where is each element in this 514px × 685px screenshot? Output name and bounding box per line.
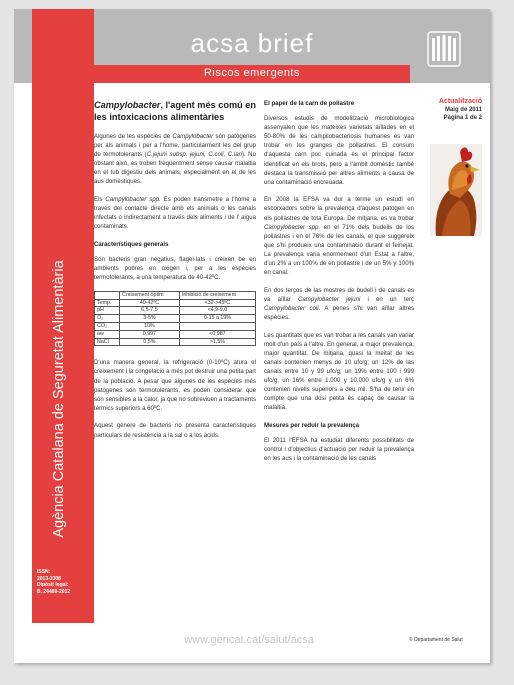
issn-label: ISSN:: [37, 569, 51, 575]
footer-department: © Departament de Salut: [409, 637, 463, 643]
rooster-photo: [430, 144, 482, 236]
table-header: Inhibició de creixement: [179, 291, 255, 299]
article-heading: Campylobacter, l'agent més comú en les intoxicacions alimentàries: [94, 100, 257, 122]
table-row: [95, 315, 256, 323]
table-cell: [179, 323, 255, 331]
generalitat-logo: [427, 31, 461, 67]
paragraph: Les quantitats que es van trobar a les canals van variar molt d'un país a l'altre. En general, a major prevalença, major quantitat. De mitjana, quasi la meitat de les canals contenien menys de 10 ufc/g; un 12% de las canals entre 10 y 99 ufc/g; un 19% entre 100 i 999 ufc/g; un 16% entre 1.000 y 10.000 ufc/g y un 6% contenien nivells superiors a deu mil. S'ha de tenir en compte que una dosi petita és capaç de causar la malaltia.: [264, 331, 414, 412]
section-heading-chicken-meat: El paper de la carn de pollastre: [264, 100, 355, 107]
legal-deposit-label: Dipòsit legal:: [37, 582, 69, 588]
table-header: [95, 291, 120, 299]
update-title: Actualització: [438, 98, 482, 105]
paragraph: D'una manera general, la refrigeració (0-10ºC) atura el creixement i la congelació a més pot destruir una petita part de la població. A pesar que algunes de les espècies més patògenes són termotolerants, es poden considerar que són sensibles a la calor, ja que no sobreviuen a tractaments tèrmics superiors a 60ºC.: [94, 359, 256, 412]
table-cell: <4,9-9,0: [179, 307, 255, 315]
issn-number: 2013-3308: [37, 575, 61, 582]
paragraph: Aquest gènere de bacteris no presenta característiques particulars de resistència a la sal o a los àcids.: [94, 422, 256, 439]
table-row: [95, 299, 256, 307]
document-page: [14, 9, 490, 663]
table-row: [95, 307, 256, 315]
section-heading-general: Característiques generals: [94, 240, 169, 248]
paragraph: En dos terços de las mostres de budell i de canals es va aïllar Campylobacter jejuni i en un terç Campylobacter coli. A penes s'hi van aïllar altres espècies.: [264, 286, 415, 321]
table-cell: 0,5%: [120, 338, 180, 346]
column-middle: [264, 99, 414, 472]
table-cell: 10%: [120, 323, 180, 331]
table-cell: <32->45ºC: [179, 299, 255, 307]
section-heading-measures: Mesures per reduir la prevalença: [264, 421, 360, 429]
table-cell: 0,997: [120, 330, 180, 338]
table-header-row: [95, 291, 256, 299]
table-cell: 40-42ºC: [120, 299, 180, 307]
paragraph: Els Campylobacter spp. Es poden transmetre a l'home a través del contacte directe amb els animals o les canals infectats o indirectament a través dels aliments i de l' aigua contaminats.: [94, 196, 256, 231]
table-cell: pH: [95, 307, 120, 315]
page-indicator: Pàgina 1 de 2: [443, 115, 482, 121]
update-date: Maig de 2011: [444, 107, 482, 113]
paragraph: Algunes de les espècies de Campylobacter són patògenes per als animals i per a l'home, particularment les del grup de termotolerants (C.jejuni subsp. jejuni, C.coli, C.lari). No obstant això, es troben freqüentment sense causar malaltia en el tub digestiu dels animals, especialment en el de les aus domèstiques.: [94, 133, 256, 186]
table-cell: CO₂: [95, 323, 120, 331]
header-red-corner: [32, 65, 94, 83]
column-left: [94, 91, 256, 448]
table-cell: 6,5-7,5: [120, 307, 180, 315]
table-cell: O₂: [95, 315, 120, 323]
footer-url-link[interactable]: www.gencat.cat/salut/acsa: [184, 634, 314, 646]
table-row: [95, 323, 256, 331]
table-cell: <0,987: [179, 330, 255, 338]
legal-deposit-number: B. 24489-2012: [37, 588, 71, 595]
growth-conditions-table: [94, 291, 256, 347]
table-cell: >1,5%: [179, 338, 255, 346]
issn-block: [37, 569, 70, 595]
table-cell: Temp.: [95, 299, 120, 307]
table-header: Creixement òptim: [120, 291, 180, 299]
paragraph: Diversos estudis de modelització microbiològica assenyalen que les mateixes varietats aïllades en el 50-80% de les campilobacteriosis humanes es van trobar en les granges de pollastres. El consum d'aquesta carn poc cuinada és el principal factor identificat en els brots, però a l'àmbit domèstic també destaca la transmissió per altres aliments a causa de una contaminació encreuada.: [264, 115, 414, 186]
table-cell: 3-5%: [120, 315, 180, 323]
publication-subtitle: Riscos emergents: [203, 67, 301, 79]
table-cell: aw: [95, 330, 120, 338]
paragraph: En 2008 la EFSA va dur a terme un estudi en escorxadors sobre la prevalença d'aquest patogen en els pollastres de tota Europa. De mitjana, es va trobar Campylobacter spp. en el 71% dels budells de los pollastres i en el 76% de les canals, el que suggereix que s'hi produeix una contaminació durant el feinejat. La prevalença varia enormement d'un Estat a l'altre, d'un 2% a un 100% de en pollastre i de un 5% y 100% en canal.: [264, 196, 414, 277]
table-cell: 0-15 a 19%: [179, 315, 255, 323]
table-cell: NaCl: [95, 338, 120, 346]
table-row: [95, 330, 256, 338]
publication-title: acsa brief: [190, 28, 314, 58]
paragraph: Són bacteris gran negatius, flagel·lats i creixen be en ambients pobres en oxigen i, per a les espècies termotolerants, a una temperatura de 40-42ºC.: [94, 256, 256, 282]
paragraph: El 2011 l'EFSA ha estudiat diferents possibilitats de control i d'objectius d'actuació per reduir la prevalença en les aus i la contaminació de les canals: [264, 437, 414, 463]
table-row: [95, 338, 256, 346]
agency-vertical-name: Agència Catalana de Seguretat Alimentària: [51, 260, 67, 538]
update-box: [420, 97, 482, 122]
